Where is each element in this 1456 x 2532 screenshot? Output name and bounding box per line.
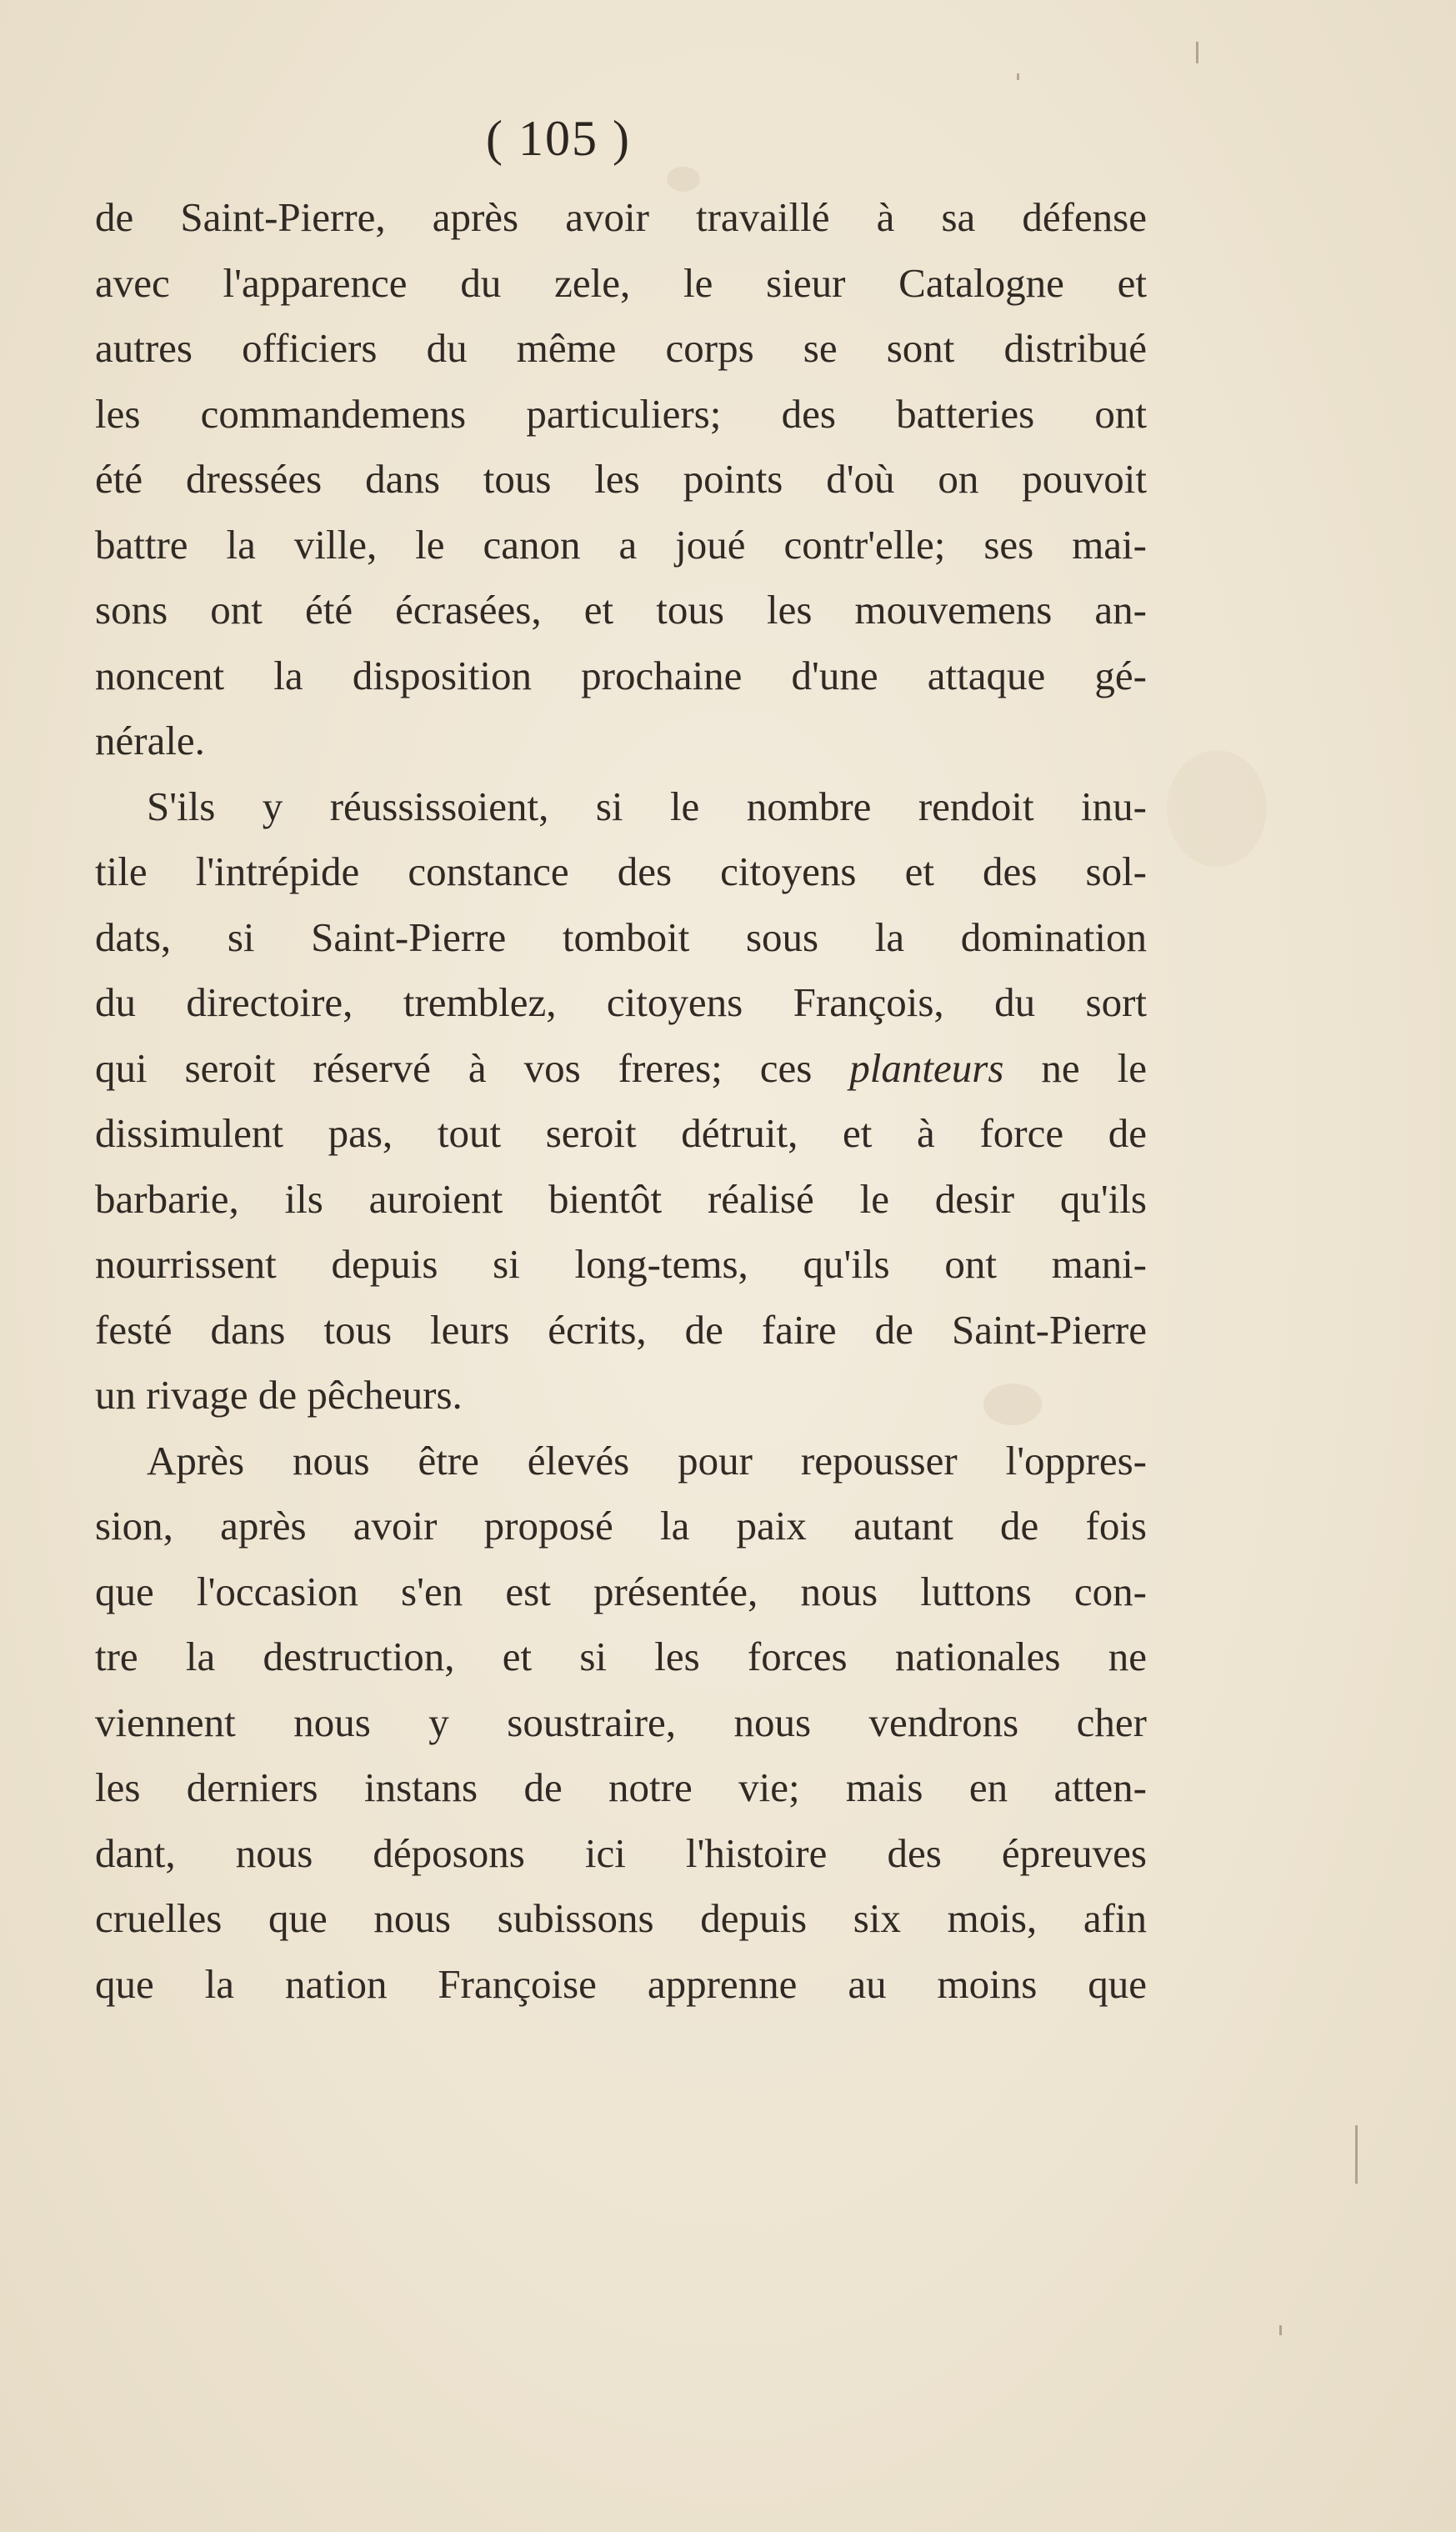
paper-mark xyxy=(1279,2325,1282,2335)
text-line: que l'occasion s'en est présentée, nous luttons con- xyxy=(95,1568,1147,1614)
text-line: noncent la disposition prochaine d'une attaque gé- xyxy=(95,652,1147,698)
paper-mark xyxy=(1196,42,1198,63)
text-line: S'ils y réussissoient, si le nombre rendoit inu- xyxy=(147,783,1147,829)
text-line: un rivage de pêcheurs. xyxy=(95,1372,463,1418)
text-line: nourrissent depuis si long-tems, qu'ils ont mani- xyxy=(95,1241,1147,1287)
text-line: sons ont été écrasées, et tous les mouvemens an- xyxy=(95,587,1147,633)
text-line: de Saint-Pierre, après avoir travaillé à sa défense xyxy=(95,194,1147,240)
text-line xyxy=(95,1036,1147,1102)
text-line: dissimulent pas, tout seroit détruit, et à force de xyxy=(95,1110,1147,1156)
text-line: festé dans tous leurs écrits, de faire de Saint-Pierre xyxy=(95,1306,1147,1353)
text-line: tre la destruction, et si les forces nationales ne xyxy=(95,1634,1147,1679)
text-line: battre la ville, le canon a joué contr'elle; ses mai- xyxy=(95,521,1147,568)
text-line: nérale. xyxy=(95,718,205,763)
text-line: été dressées dans tous les points d'où on pouvoit xyxy=(95,456,1147,502)
text-line: que la nation Françoise apprenne au moins que xyxy=(95,1960,1147,2007)
italic-word: planteurs xyxy=(849,1044,1004,1091)
text-line: cruelles que nous subissons depuis six mois, afin xyxy=(95,1895,1147,1941)
paper-stain xyxy=(1167,750,1267,867)
text-line: barbarie, ils auroient bientôt réalisé le desir qu'ils xyxy=(95,1175,1147,1222)
page-number: ( 105 ) xyxy=(486,111,631,166)
body-text xyxy=(95,185,1147,2017)
text-segment: qui seroit réservé à vos freres; ces xyxy=(95,1044,813,1091)
text-line: sion, après avoir proposé la paix autant de fois xyxy=(95,1503,1147,1549)
text-line: avec l'apparence du zele, le sieur Catalogne et xyxy=(95,259,1147,306)
text-line: Après nous être élevés pour repousser l'oppres- xyxy=(147,1437,1147,1484)
paper-mark xyxy=(1355,2125,1358,2184)
text-line: les derniers instans de notre vie; mais en atten- xyxy=(95,1764,1147,1810)
text-line: dats, si Saint-Pierre tomboit sous la domination xyxy=(95,913,1147,960)
paper-mark xyxy=(1017,73,1019,80)
text-line: viennent nous y soustraire, nous vendrons cher xyxy=(95,1699,1147,1745)
text-line: du directoire, tremblez, citoyens François, du sort xyxy=(95,979,1147,1025)
text-line: les commandemens particuliers; des batteries ont xyxy=(95,390,1147,437)
text-line: autres officiers du même corps se sont distribué xyxy=(95,325,1147,371)
text-segment: ne le xyxy=(1003,1044,1147,1091)
text-line: dant, nous déposons ici l'histoire des épreuves xyxy=(95,1829,1147,1876)
text-line: tile l'intrépide constance des citoyens et des sol- xyxy=(95,848,1147,894)
